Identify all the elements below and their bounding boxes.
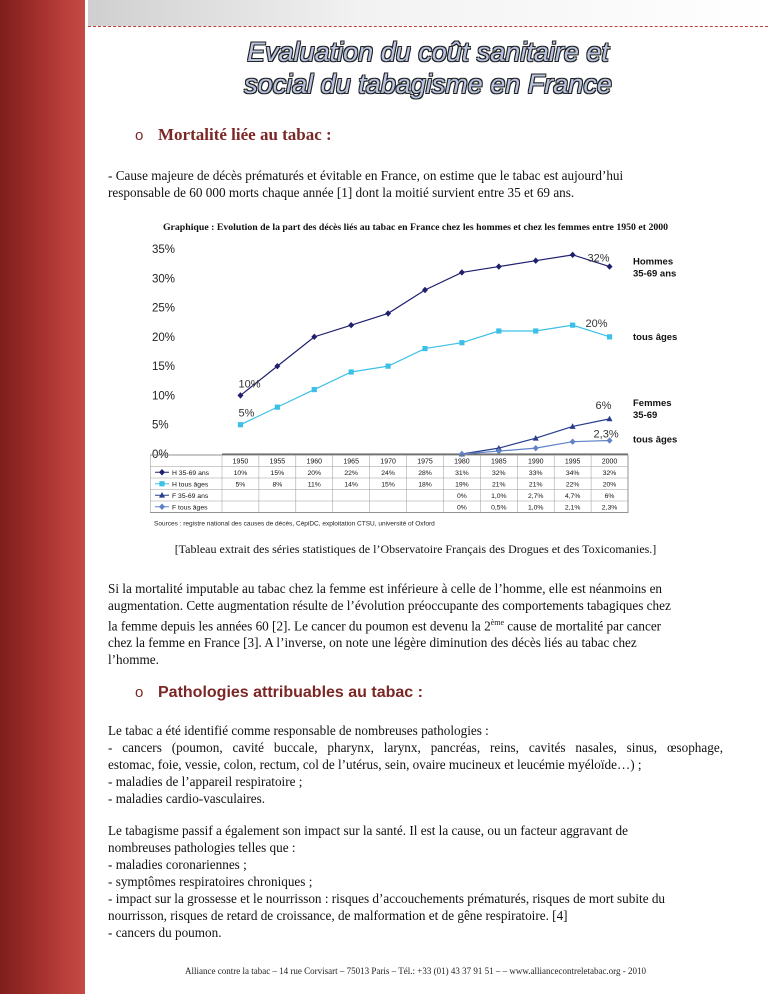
table-cell-value: 10%	[233, 470, 248, 477]
text-line: - symptômes respiratoires chroniques ;	[108, 874, 313, 889]
table-cell-value: 21%	[528, 481, 543, 489]
table-source-note: [Tableau extrait des séries statistiques de l’Observatoire Français des Drogues et des Toxicomanies.]	[174, 542, 657, 556]
x-tick-label: 1990	[527, 458, 544, 466]
side-label: Femmes	[633, 397, 672, 409]
text-line: - Cause majeure de décès prématurés et évitable en France, on estime que le tabac est aujourd’hui	[108, 168, 624, 183]
text-line: l’homme.	[108, 652, 159, 668]
y-axis-tick-labels	[152, 244, 175, 461]
data-label: 32%	[587, 252, 610, 265]
data-point-marker	[533, 328, 538, 333]
y-tick-label: 25%	[152, 302, 176, 315]
y-tick-label: 20%	[152, 331, 176, 344]
table-cell-value: 22%	[565, 481, 580, 489]
data-label: 5%	[238, 407, 255, 420]
section-heading-pathologies	[135, 684, 423, 702]
intro-paragraph	[108, 167, 723, 201]
text-line: estomac, foie, vessie, colon, rectum, col de l’utérus, sein, ovaire mucineux et leucémie myéloïde…) ;	[108, 757, 642, 772]
table-cell-value: 2,3%	[601, 504, 618, 512]
data-label: 10%	[238, 378, 261, 391]
passive-smoking-paragraph	[108, 822, 723, 941]
text-line: responsable de 60 000 morts chaque année [1] dont la moitié survient entre 35 et 69 ans.	[108, 185, 575, 200]
x-tick-label: 1995	[564, 458, 581, 466]
data-table	[150, 455, 628, 513]
y-tick-label: 10%	[152, 390, 176, 403]
data-point-marker	[570, 439, 576, 445]
data-point-marker	[496, 263, 502, 269]
legend-entry: F 35-69 ans	[172, 493, 209, 500]
annotation-layer	[238, 253, 618, 441]
x-tick-label: 1985	[491, 458, 507, 466]
superscript-ordinal: ème	[490, 618, 504, 627]
table-cell-value: 2,7%	[527, 493, 544, 500]
text-line: Le tabagisme passif a également son impact sur la santé. Il est la cause, ou un facteur aggravant de	[108, 823, 628, 838]
data-point-marker	[312, 387, 317, 392]
header-bar	[88, 0, 768, 26]
table-cell-value: 8%	[272, 481, 283, 489]
text-line: - cancers du poumon.	[108, 925, 222, 940]
table-cell-value: 15%	[270, 470, 285, 477]
table-cell-value: 5%	[235, 481, 246, 489]
table-cell-value: 33%	[528, 470, 543, 477]
data-point-marker	[570, 323, 575, 328]
title-line-1: Evaluation du coût sanitaire et	[247, 37, 609, 67]
x-tick-label: 1955	[269, 458, 286, 466]
women-mortality-paragraph	[108, 580, 723, 668]
x-tick-label: 1965	[343, 458, 359, 466]
table-cell-value: 0%	[456, 493, 467, 500]
chart-caption: Graphique : Evolution de la part des décès liés au tabac en France chez les hommes et chez les femmes entre 1950 et 2000	[162, 222, 669, 233]
circle-bullet-icon	[135, 684, 148, 702]
data-point-marker	[385, 310, 391, 316]
data-point-marker	[238, 422, 243, 427]
text-fragment: cause de mortalité par cancer	[504, 618, 662, 634]
table-cell-value: 24%	[381, 470, 395, 477]
text-line: Si la mortalité imputable au tabac chez la femme est inférieure à celle de l’homme, elle est néanmoins en	[108, 581, 663, 596]
table-cell-value: 1,0%	[527, 504, 544, 512]
text-line: augmentation. Cette augmentation résulte de l’évolution préoccupante des comportements tabagiques chez	[108, 598, 671, 613]
table-cell-value: 34%	[565, 470, 580, 477]
text-line: nourrisson, risques de retard de croissance, de malformation et de gêne respiratoire. [4]	[108, 908, 568, 923]
page-title	[88, 36, 768, 100]
data-label: 20%	[585, 317, 608, 330]
y-tick-label: 5%	[152, 419, 169, 432]
table-cell-value: 20%	[307, 470, 322, 477]
data-point-marker	[349, 369, 354, 374]
legend-entry: H 35-69 ans	[172, 470, 210, 477]
legend-entry: F tous âges	[172, 504, 208, 512]
series-line	[240, 325, 609, 425]
data-point-marker	[533, 258, 539, 264]
series-layer	[237, 252, 612, 458]
table-cell-value: 2,1%	[564, 504, 581, 512]
text-line: - cancers (poumon, cavité buccale, pharynx, larynx, pancréas, reins, cavités nasales, sinus, œsophage,	[108, 740, 723, 755]
x-tick-label: 1970	[380, 458, 396, 466]
text-line: - maladies coronariennes ;	[108, 857, 247, 872]
table-cell-value: 32%	[492, 470, 506, 477]
data-label: 2,3%	[593, 428, 619, 441]
header-rule	[88, 26, 768, 27]
text-line: nombreuses pathologies telles que :	[108, 840, 296, 855]
table-cell-value: 11%	[307, 481, 321, 489]
side-label: 35-69	[633, 409, 658, 421]
series-line	[240, 252, 610, 396]
data-point-marker	[459, 340, 464, 345]
data-point-marker	[459, 269, 465, 275]
y-tick-label: 30%	[152, 273, 176, 286]
table-cell-value: 22%	[344, 470, 358, 477]
title-line-2: social du tabagisme en France	[244, 69, 612, 99]
text-fragment: la femme depuis les années 60 [2]. Le cancer du poumon est devenu la 2	[108, 618, 491, 634]
data-point-marker	[385, 364, 390, 369]
text-line: - maladies de l’appareil respiratoire ;	[108, 774, 303, 789]
data-point-marker	[607, 334, 612, 339]
side-label: 35-69 ans	[633, 268, 677, 280]
pathologies-paragraph	[108, 722, 723, 807]
table-cell-value: 28%	[418, 470, 432, 477]
table-cell-value: 21%	[492, 481, 506, 489]
y-tick-label: 35%	[152, 244, 176, 256]
table-cell-value: 19%	[455, 481, 469, 489]
data-point-marker	[533, 445, 539, 451]
side-label: tous âges	[633, 331, 678, 343]
data-point-marker	[607, 416, 613, 422]
table-cell-value: 0,5%	[491, 504, 507, 512]
mortality-chart	[150, 238, 690, 536]
circle-bullet-icon	[135, 125, 148, 145]
text-line: chez la femme en France [3]. A l’inverse, on note une légère diminution des décès liés au tabac chez	[108, 635, 637, 651]
x-tick-label: 1960	[306, 458, 323, 466]
table-cell-value: 4,7%	[564, 493, 581, 500]
section-heading-mortalite	[135, 125, 332, 145]
table-cell-value: 31%	[455, 470, 469, 477]
side-labels	[633, 257, 677, 446]
table-cell-value: 15%	[381, 481, 395, 489]
table-cell-value: 14%	[344, 481, 358, 489]
chart-sources: Sources : registre national des causes de décès, CépiDC, exploitation CTSU, université of Oxford	[154, 520, 435, 528]
x-tick-label: 2000	[601, 458, 618, 466]
x-tick-label: 1950	[232, 458, 249, 466]
x-tick-label: 1980	[454, 458, 470, 466]
data-point-marker	[422, 287, 428, 293]
text-line: - impact sur la grossesse et le nourrisson : risques d’accouchements prématurés, risques de mort subite du	[108, 891, 666, 906]
text-line	[108, 614, 723, 634]
legend-entry: H tous âges	[172, 481, 209, 489]
data-point-marker	[570, 252, 576, 258]
y-tick-label: 0%	[152, 449, 169, 461]
side-label: Hommes	[633, 256, 674, 268]
data-label: 6%	[595, 399, 612, 412]
section-heading-text: Mortalité liée au tabac :	[158, 125, 332, 144]
page-footer: Alliance contre la tabac – 14 rue Corvisart – 75013 Paris – Tél.: +33 (01) 43 37 91 51 – – www.alliancecontreletabac.org - 2010	[184, 966, 647, 976]
table-cell-value: 1,0%	[491, 493, 507, 500]
table-cell-value: 0%	[456, 504, 467, 512]
text-line: - maladies cardio-vasculaires.	[108, 791, 266, 806]
y-tick-label: 15%	[152, 361, 176, 374]
table-cell-value: 6%	[604, 493, 615, 500]
x-tick-label: 1975	[417, 458, 433, 466]
side-label: tous âges	[633, 434, 678, 446]
data-point-marker	[496, 328, 501, 333]
decorative-side-band	[0, 0, 85, 994]
data-point-marker	[275, 405, 280, 410]
table-cell-value: 18%	[418, 481, 432, 489]
text-line: Le tabac a été identifié comme responsable de nombreuses pathologies :	[108, 723, 489, 738]
section-heading-text: Pathologies attribuables au tabac :	[158, 684, 423, 701]
data-point-marker	[348, 322, 354, 328]
table-cell-value: 20%	[602, 481, 617, 489]
table-cell-value: 32%	[602, 470, 617, 477]
data-point-marker	[422, 346, 427, 351]
